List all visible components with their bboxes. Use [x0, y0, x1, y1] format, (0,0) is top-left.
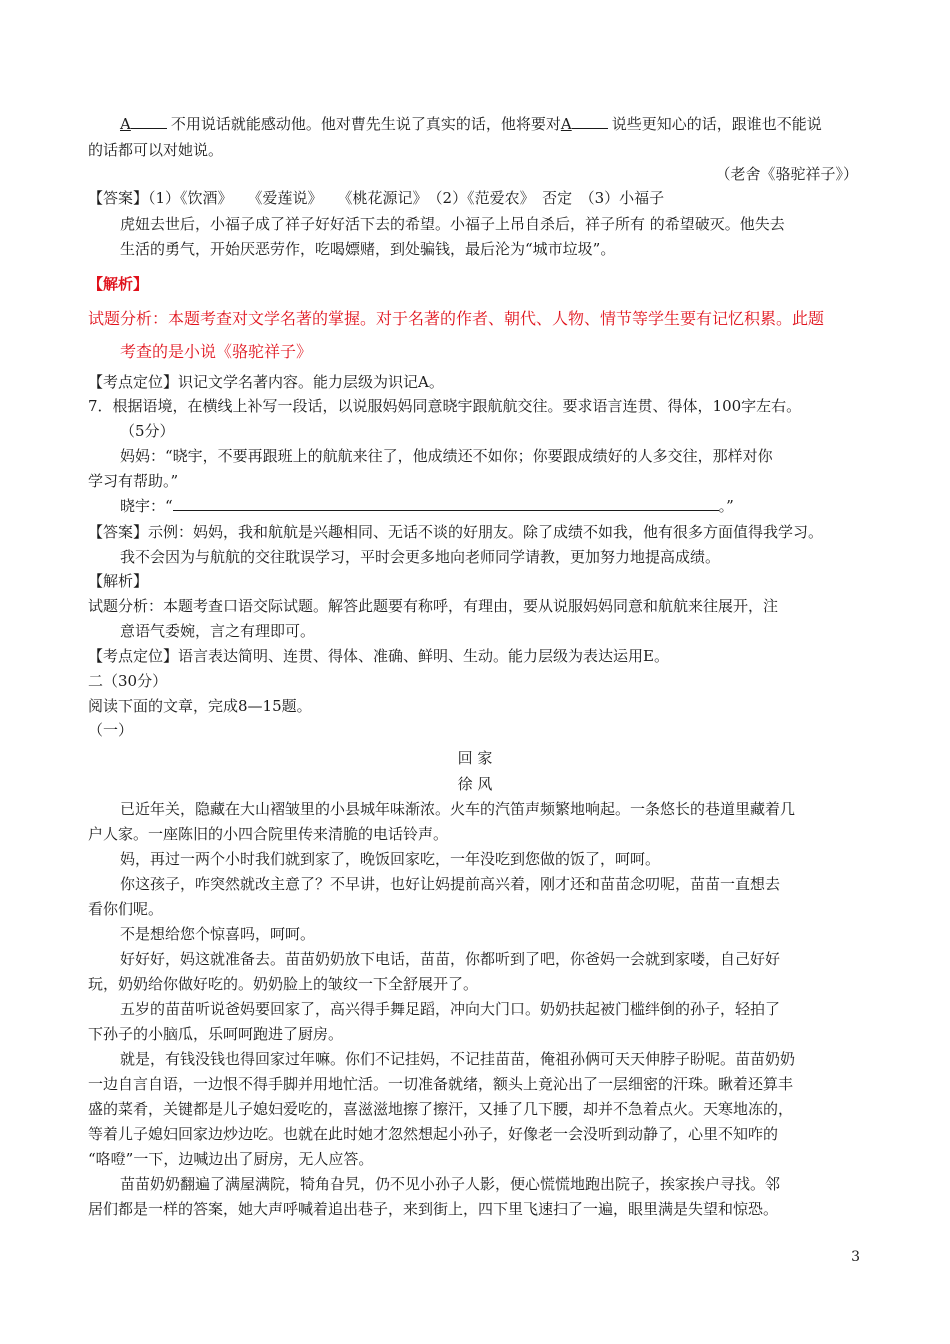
answer-6-text-1: 虎妞去世后，小福子成了祥子好好活下去的希望。小福子上吊自杀后，祥子所有 的希望破灭。他失去	[120, 215, 785, 233]
paragraph-1: 已近年关，隐藏在大山褶皱里的小县城年味渐浓。火车的汽笛声频繁地响起。一条悠长的巷道里藏着几	[120, 800, 796, 818]
analysis-heading-red: 【解析】	[88, 275, 149, 293]
paragraph-7: 就是，有钱没钱也得回家过年嘛。你们不记挂妈，不记挂苗苗，俺祖孙俩可天天伸脖子盼呢。苗苗奶奶	[120, 1050, 796, 1068]
question-7-score: （5分）	[120, 422, 175, 440]
page-number: 3	[851, 1249, 860, 1265]
key-point-6: 【考点定位】识记文学名著内容。能力层级为识记A。	[88, 373, 444, 391]
blank-a-2: A	[560, 115, 572, 133]
analysis-red-2: 考查的是小说《骆驼祥子》	[120, 342, 313, 361]
quote-line-1	[120, 112, 868, 136]
paragraph-7-cont-1: 一边自言自语，一边恨不得手脚并用地忙活。一切准备就绪，额头上竟沁出了一层细密的汗珠。瞅着还算丰	[88, 1075, 794, 1093]
article-author: 徐 风	[457, 775, 493, 793]
paragraph-6-cont: 下孙子的小脑瓜，乐呵呵跑进了厨房。	[88, 1025, 344, 1043]
paragraph-6: 五岁的苗苗听说爸妈要回家了，高兴得手舞足蹈，冲向大门口。奶奶扶起被门槛绊倒的孙子，轻拍了	[120, 1000, 781, 1018]
answer-blank	[173, 494, 719, 511]
section-2-heading: 二（30分）	[88, 672, 168, 690]
underline-blank	[131, 114, 167, 129]
text-span: 不用说话就能感动他。他对曹先生说了真实的话，他将要对	[170, 115, 561, 133]
paragraph-5-cont: 玩，奶奶给你做好吃的。奶奶脸上的皱纹一下全舒展开了。	[88, 975, 479, 993]
answer-7-2: 我不会因为与航航的交往耽误学习，平时会更多地向老师同学请教，更加努力地提高成绩。	[120, 548, 721, 566]
blank-a-1: A	[120, 115, 131, 133]
answer-7-1: 【答案】示例：妈妈，我和航航是兴趣相同、无话不谈的好朋友。除了成绩不如我，他有很多方面值得我学习。	[88, 523, 824, 541]
text-span: 说些更知心的话，跟谁也不能说	[611, 115, 822, 133]
underline-blank	[572, 114, 608, 129]
answer-6: 【答案】（1）《饮酒》 《爱莲说》 《桃花源记》 （2）《范爱农》 否定 （3）小福子	[88, 189, 665, 207]
quote-source: （老舍《骆驼祥子》）	[715, 165, 858, 183]
analysis-red-1: 试题分析：本题考查对文学名著的掌握。对于名著的作者、朝代、人物、情节等学生要有记忆积累。此题	[88, 309, 825, 328]
article-title: 回 家	[457, 749, 493, 767]
paragraph-7-cont-4: “咯噔”一下，边喊边出了厨房，无人应答。	[88, 1150, 374, 1168]
paragraph-7-cont-3: 等着儿子媳妇回家边炒边吃。也就在此时她才忽然想起小孙子，好像老一会没听到动静了，心里不知咋的	[88, 1125, 779, 1143]
mother-line-1: 妈妈：“晓宇，不要再跟班上的航航来往了，他成绩还不如你；你要跟成绩好的人多交往，那样对你	[120, 447, 773, 465]
paragraph-7-cont-2: 盛的菜肴，关键都是儿子媳妇爱吃的，喜滋滋地擦了擦汗，又捶了几下腰，却并不急着点火。天寒地冻的，	[88, 1100, 794, 1118]
paragraph-2: 妈，再过一两个小时我们就到家了，晚饭回家吃，一年没吃到您做的饭了，呵呵。	[120, 850, 661, 868]
analysis-7-2: 意语气委婉，言之有理即可。	[120, 622, 316, 640]
paragraph-4: 不是想给您个惊喜吗，呵呵。	[120, 925, 316, 943]
analysis-heading: 【解析】	[88, 572, 149, 590]
paragraph-3-cont: 看你们呢。	[88, 900, 164, 918]
paragraph-1-cont: 户人家。一座陈旧的小四合院里传来清脆的电话铃声。	[88, 825, 449, 843]
paragraph-8-cont: 居们都是一样的答案，她大声呼喊着追出巷子，来到街上，四下里飞速扫了一遍，眼里满是失望和惊恐。	[88, 1200, 779, 1218]
analysis-7-1: 试题分析：本题考查口语交际试题。解答此题要有称呼，有理由，要从说服妈妈同意和航航来往展开，注	[88, 597, 779, 615]
quote-line-2: 的话都可以对她说。	[88, 141, 224, 159]
mother-line-2: 学习有帮助。”	[88, 472, 179, 490]
text-span: 。”	[718, 497, 734, 515]
xiaoyu-line	[120, 494, 868, 518]
reading-instruction: 阅读下面的文章，完成8—15题。	[88, 697, 312, 715]
answer-6-text-2: 生活的勇气，开始厌恶劳作，吃喝嫖赌，到处骗钱，最后沦为“城市垃圾”。	[120, 240, 616, 258]
paragraph-3: 你这孩子，咋突然就改主意了？不早讲，也好让妈提前高兴着，刚才还和苗苗念叨呢，苗苗一直想去	[120, 875, 781, 893]
paragraph-5: 好好好，妈这就准备去。苗苗奶奶放下电话，苗苗，你都听到了吧，你爸妈一会就到家喽，自己好好	[120, 950, 781, 968]
text-span: 晓宇：“	[120, 497, 173, 515]
question-7: 7．根据语境，在横线上补写一段话，以说服妈妈同意晓宇跟航航交往。要求语言连贯、得体，100字左右。	[88, 397, 802, 415]
subsection-1: （一）	[88, 721, 134, 739]
key-point-7: 【考点定位】语言表达简明、连贯、得体、准确、鲜明、生动。能力层级为表达运用E。	[88, 647, 669, 665]
paragraph-8: 苗苗奶奶翻遍了满屋满院，犄角旮旯，仍不见小孙子人影，便心慌慌地跑出院子，挨家挨户寻找。邻	[120, 1175, 781, 1193]
